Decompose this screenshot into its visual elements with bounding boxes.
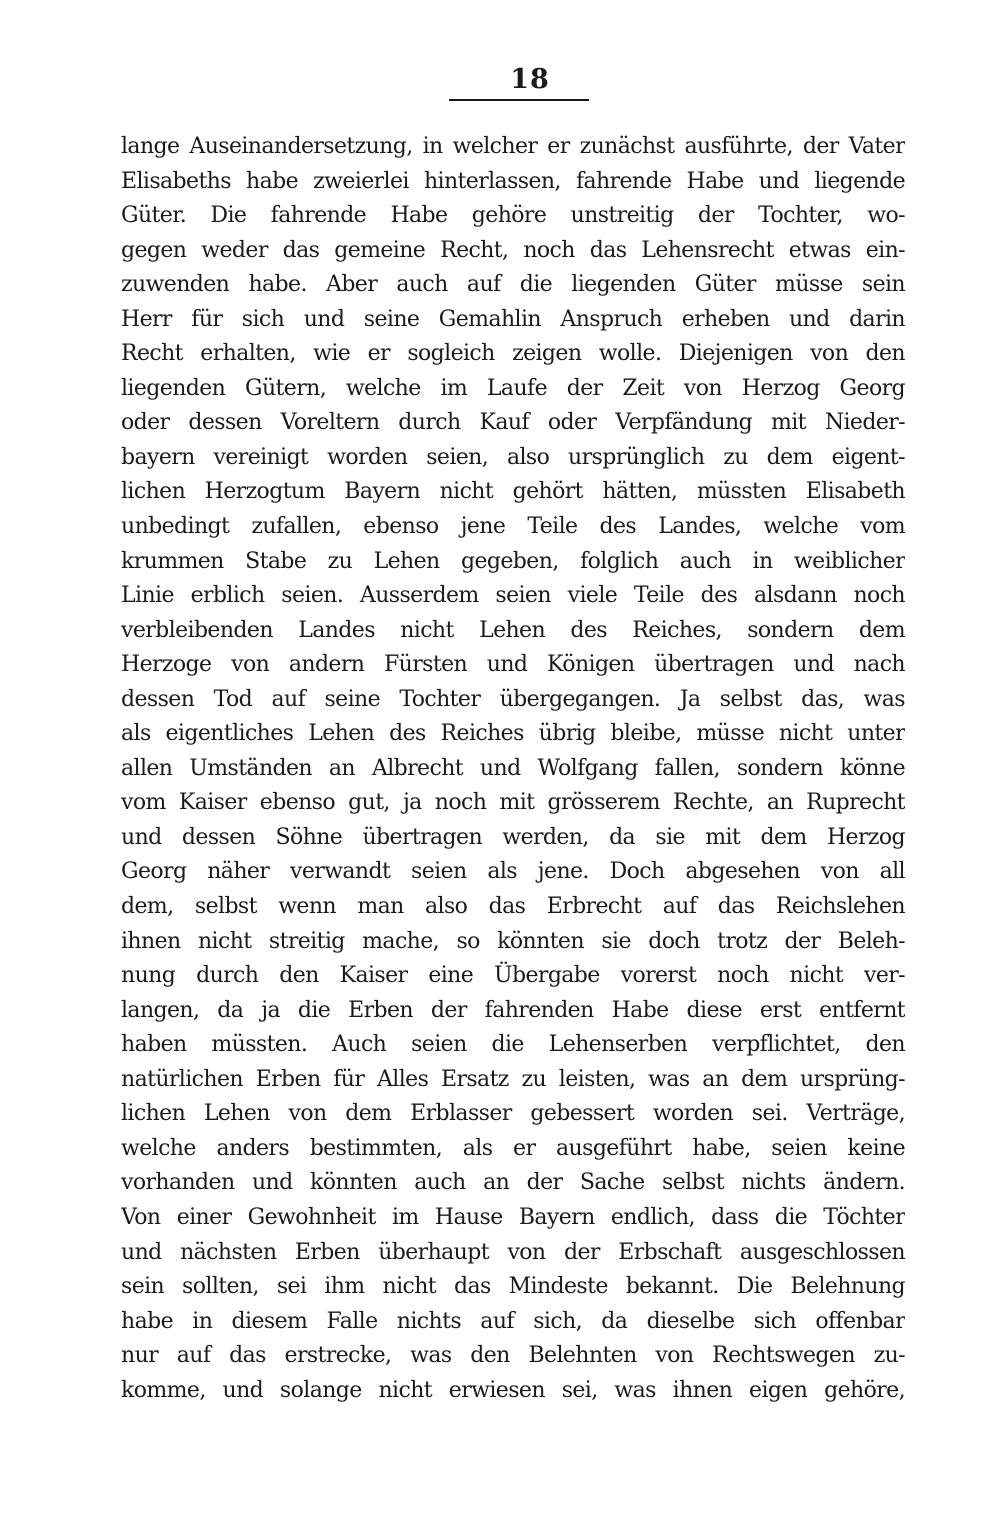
text-line: zuwenden habe. Aber auch auf die liegenden Güter müsse sein [121,272,905,298]
text-line: lichen Lehen von dem Erblasser gebessert worden sei. Verträge, [121,1101,905,1127]
text-line: dem, selbst wenn man also das Erbrecht auf das Reichslehen [121,894,905,920]
text-line: und dessen Söhne übertragen werden, da sie mit dem Herzog [121,824,905,850]
body-text [121,130,905,1408]
text-line: unbedingt zufallen, ebenso jene Teile des Landes, welche vom [121,514,905,540]
text-line: Georg näher verwandt seien als jene. Doch abgesehen von all [121,859,905,885]
text-line: Linie erblich seien. Ausserdem seien viele Teile des alsdann noch [121,583,905,609]
text-line: sein sollten, sei ihm nicht das Mindeste bekannt. Die Belehnung [121,1274,905,1300]
text-line: Herr für sich und seine Gemahlin Anspruch erheben und darin [121,306,905,332]
text-line: liegenden Gütern, welche im Laufe der Zeit von Herzog Georg [121,375,905,401]
text-line: gegen weder das gemeine Recht, noch das Lehensrecht etwas ein- [121,237,905,263]
text-line: natürlichen Erben für Alles Ersatz zu leisten, was an dem ursprüng- [121,1066,905,1092]
text-line: verbleibenden Landes nicht Lehen des Reiches, sondern dem [121,617,905,643]
text-line: welche anders bestimmten, als er ausgeführt habe, seien keine [121,1135,905,1161]
text-line: komme, und solange nicht erwiesen sei, was ihnen eigen gehöre, [121,1377,905,1403]
text-line: nur auf das erstrecke, was den Belehnten von Rechtswegen zu- [121,1343,905,1369]
text-line: habe in diesem Falle nichts auf sich, da dieselbe sich offenbar [121,1308,905,1334]
page-number: 18 [510,64,550,95]
text-line: vom Kaiser ebenso gut, ja noch mit grösserem Rechte, an Ruprecht [121,790,905,816]
text-line: als eigentliches Lehen des Reiches übrig bleibe, müsse nicht unter [121,721,905,747]
text-line: allen Umständen an Albrecht und Wolfgang fallen, sondern könne [121,755,905,781]
text-line: lange Auseinandersetzung, in welcher er zunächst ausführte, der Vater [121,134,905,159]
text-line: krummen Stabe zu Lehen gegeben, folglich auch in weiblicher [121,548,905,574]
text-line: dessen Tod auf seine Tochter übergegangen. Ja selbst das, was [121,686,905,712]
text-line: oder dessen Voreltern durch Kauf oder Verpfändung mit Nieder- [121,410,905,436]
text-line: haben müssten. Auch seien die Lehenserben verpflichtet, den [121,1032,905,1058]
text-line: Güter. Die fahrende Habe gehöre unstreitig der Tochter, wo- [121,203,905,229]
text-line: lichen Herzogtum Bayern nicht gehört hätten, müssten Elisabeth [121,479,905,505]
text-line: und nächsten Erben überhaupt von der Erbschaft ausgeschlossen [121,1239,905,1265]
text-line: bayern vereinigt worden seien, also ursprünglich zu dem eigent- [121,444,905,470]
text-line: Recht erhalten, wie er sogleich zeigen wolle. Diejenigen von den [121,341,905,367]
text-line: nung durch den Kaiser eine Übergabe vorerst noch nicht ver- [121,963,905,989]
header-rule [449,99,589,101]
text-line: Von einer Gewohnheit im Hause Bayern endlich, dass die Töchter [121,1204,905,1230]
text-line: Elisabeths habe zweierlei hinterlassen, fahrende Habe und liegende [121,168,905,194]
text-line: vorhanden und könnten auch an der Sache selbst nichts ändern. [121,1170,905,1196]
text-line: ihnen nicht streitig mache, so könnten sie doch trotz der Beleh- [121,928,905,954]
text-line: langen, da ja die Erben der fahrenden Habe diese erst entfernt [121,997,905,1023]
text-line: Herzoge von andern Fürsten und Königen übertragen und nach [121,652,905,678]
